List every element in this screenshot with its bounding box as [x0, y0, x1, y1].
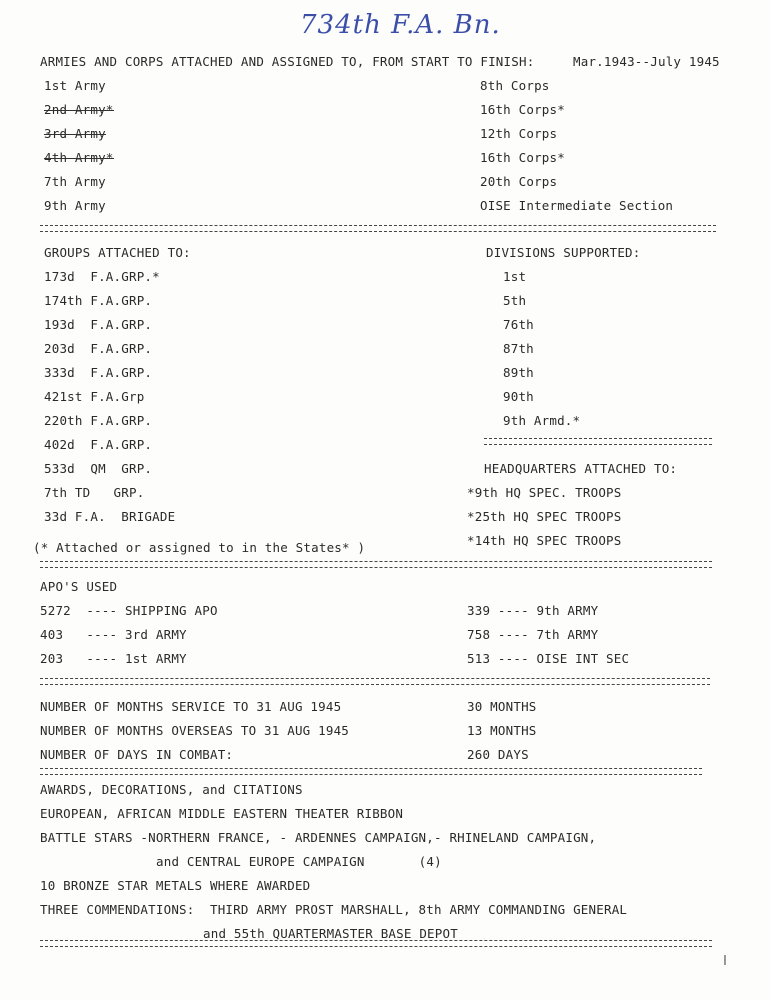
division-item: 1st	[503, 269, 527, 284]
army-item: 9th Army	[44, 198, 106, 213]
groups-heading: GROUPS ATTACHED TO:	[44, 245, 191, 260]
service-value: 13 MONTHS	[467, 723, 537, 738]
divider	[40, 561, 712, 568]
awards-line: and CENTRAL EUROPE CAMPAIGN (4)	[156, 854, 442, 869]
armies-corps-heading: ARMIES AND CORPS ATTACHED AND ASSIGNED TO, FROM START TO FINISH:	[40, 54, 535, 69]
scan-speck	[724, 955, 726, 965]
awards-line: THREE COMMENDATIONS: THIRD ARMY PROST MARSHALL, 8th ARMY COMMANDING GENERAL	[40, 902, 628, 917]
corps-item: 16th Corps*	[480, 150, 565, 165]
division-item: 5th	[503, 293, 527, 308]
corps-item: 12th Corps	[480, 126, 558, 141]
group-item: 533d QM GRP.	[44, 461, 153, 476]
division-item: 89th	[503, 365, 534, 380]
awards-line: BATTLE STARS -NORTHERN FRANCE, - ARDENNES CAMPAIGN,- RHINELAND CAMPAIGN,	[40, 830, 597, 845]
group-item: 402d F.A.GRP.	[44, 437, 153, 452]
army-item: 2nd Army*	[44, 102, 114, 117]
headquarters-heading: HEADQUARTERS ATTACHED TO:	[484, 461, 678, 476]
apo-item: 339 ---- 9th ARMY	[467, 603, 599, 618]
awards-line: 10 BRONZE STAR METALS WHERE AWARDED	[40, 878, 311, 893]
corps-item: 20th Corps	[480, 174, 558, 189]
apo-item: 758 ---- 7th ARMY	[467, 627, 599, 642]
group-item: 33d F.A. BRIGADE	[44, 509, 176, 524]
army-item: 7th Army	[44, 174, 106, 189]
division-item: 87th	[503, 341, 534, 356]
apo-item: 5272 ---- SHIPPING APO	[40, 603, 218, 618]
headquarters-item: *14th HQ SPEC TROOPS	[467, 533, 622, 548]
apo-item: 203 ---- 1st ARMY	[40, 651, 187, 666]
service-label: NUMBER OF MONTHS OVERSEAS TO 31 AUG 1945	[40, 723, 350, 738]
corps-item: 8th Corps	[480, 78, 550, 93]
apo-item: 403 ---- 3rd ARMY	[40, 627, 187, 642]
awards-line: EUROPEAN, AFRICAN MIDDLE EASTERN THEATER RIBBON	[40, 806, 404, 821]
awards-line: and 55th QUARTERMASTER BASE DEPOT	[203, 926, 458, 941]
service-label: NUMBER OF DAYS IN COMBAT:	[40, 747, 234, 762]
group-item: 203d F.A.GRP.	[44, 341, 153, 356]
division-item: 76th	[503, 317, 534, 332]
army-item: 3rd Army	[44, 126, 106, 141]
apos-heading: APO'S USED	[40, 579, 118, 594]
group-item: 174th F.A.GRP.	[44, 293, 153, 308]
awards-heading: AWARDS, DECORATIONS, and CITATIONS	[40, 782, 303, 797]
group-item: 7th TD GRP.	[44, 485, 145, 500]
group-item: 220th F.A.GRP.	[44, 413, 153, 428]
divider	[40, 768, 702, 775]
army-item: 4th Army*	[44, 150, 114, 165]
divider	[40, 940, 712, 947]
group-item: 421st F.A.Grp	[44, 389, 145, 404]
corps-item: 16th Corps*	[480, 102, 565, 117]
division-item: 9th Armd.*	[503, 413, 581, 428]
service-value: 30 MONTHS	[467, 699, 537, 714]
divisions-heading: DIVISIONS SUPPORTED:	[486, 245, 641, 260]
group-item: 173d F.A.GRP.*	[44, 269, 160, 284]
divider	[40, 225, 716, 232]
group-item: 193d F.A.GRP.	[44, 317, 153, 332]
army-item: 1st Army	[44, 78, 106, 93]
handwritten-title: 734th F.A. Bn.	[300, 10, 501, 40]
headquarters-item: *9th HQ SPEC. TROOPS	[467, 485, 622, 500]
divider	[40, 678, 710, 685]
apo-item: 513 ---- OISE INT SEC	[467, 651, 630, 666]
division-item: 90th	[503, 389, 534, 404]
divider	[484, 438, 712, 445]
group-item: 333d F.A.GRP.	[44, 365, 153, 380]
armies-corps-period: Mar.1943--July 1945	[573, 54, 720, 69]
corps-item: OISE Intermediate Section	[480, 198, 674, 213]
headquarters-item: *25th HQ SPEC TROOPS	[467, 509, 622, 524]
groups-footnote: (* Attached or assigned to in the States* )	[33, 540, 366, 555]
service-value: 260 DAYS	[467, 747, 529, 762]
service-label: NUMBER OF MONTHS SERVICE TO 31 AUG 1945	[40, 699, 342, 714]
